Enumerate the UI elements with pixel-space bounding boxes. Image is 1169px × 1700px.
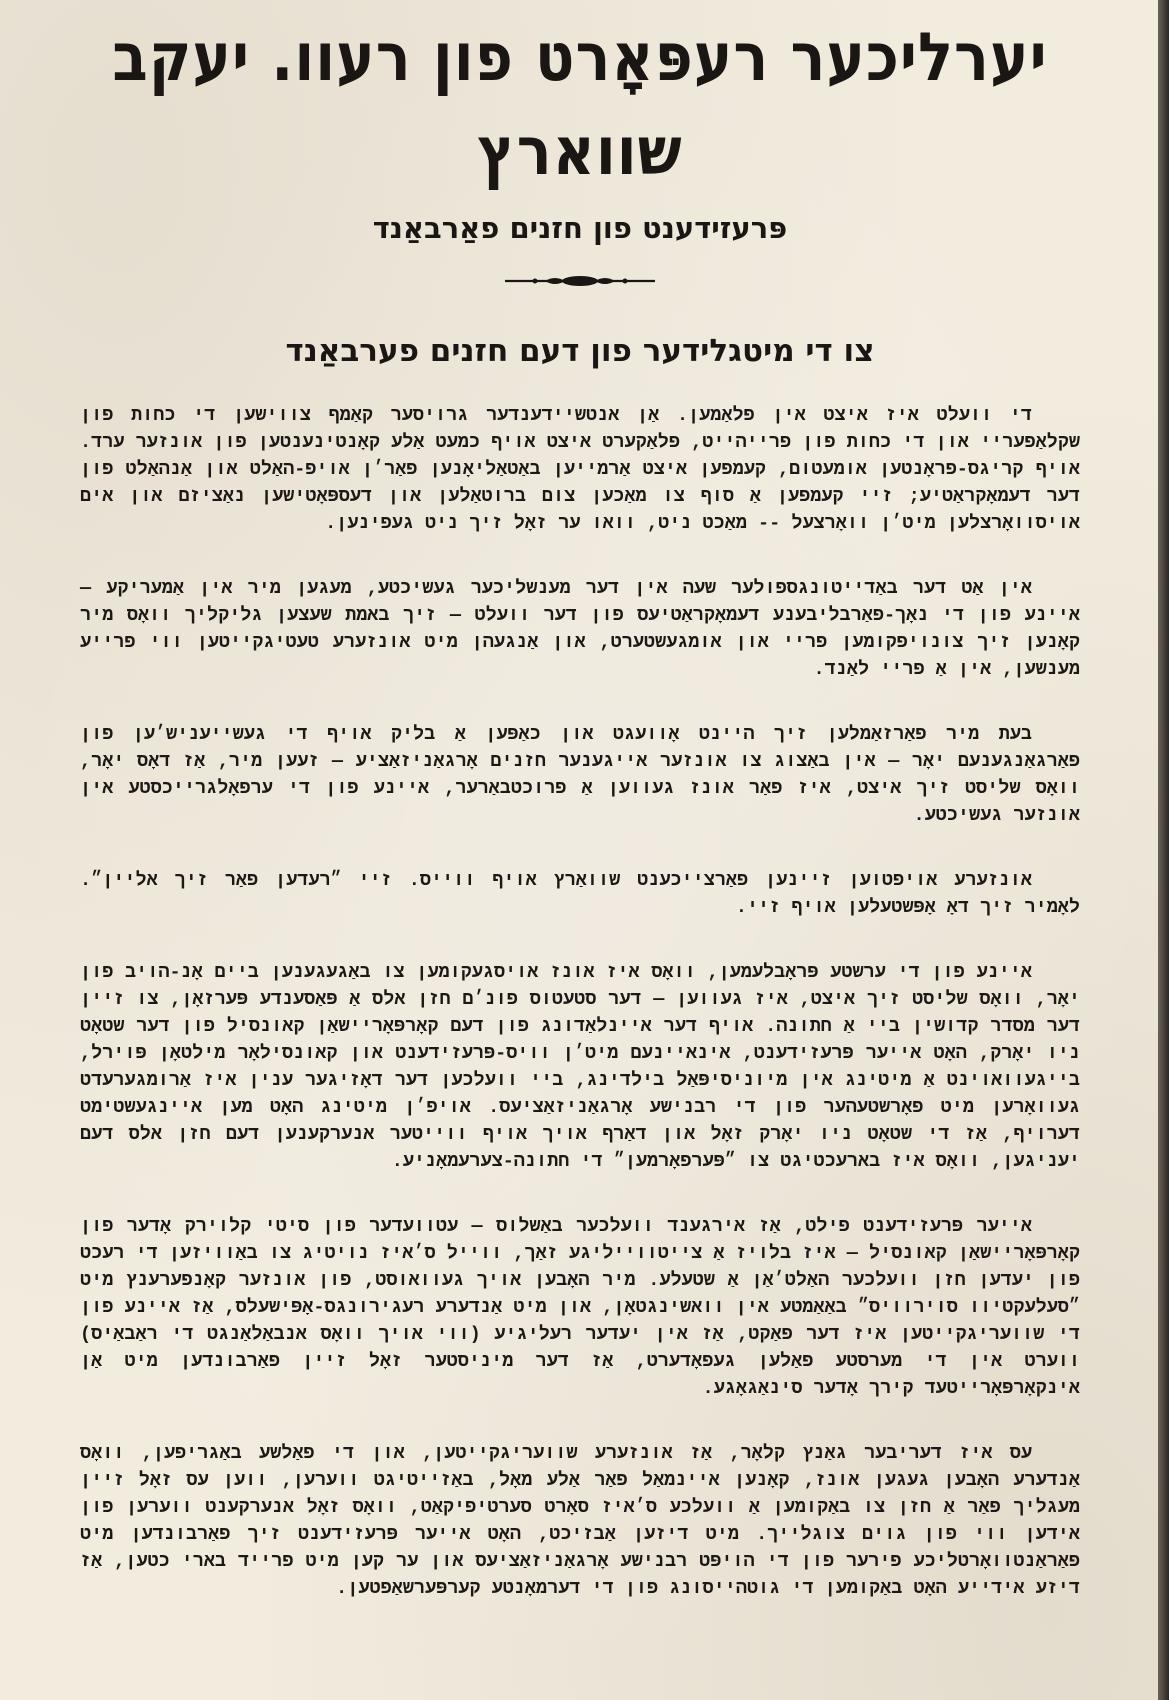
paragraph: די וועלט איז איצט אין פלאַמען. אַן אנטשיידענדער גרויסער קאַמף צווישען די כחות פון שקלאַפעריי און די כחות פון פרייהייט, פלאַקערט איצט אויף כמעט אַלע קאָנטינענטען פון אונזער ערד. אויף קריגס-פראָנטען אומעטום, קעמפען איצט אַרמייען באַטאַליאָנען פאַר׳ן אויפ-האַלט און אַנהאַלט פון דער דעמאָקראַטיע; זיי קעמפען אַ סוף צו מאַכען צום ברוטאַלען און דעספּאָטישען נאַציזם און אים אויסוואָרצלען מיט׳ן וואָרצעל -- מאַכט ניט, וואו ער זאָל זיך ניט געפינען.	[80, 405, 1080, 534]
paragraph: אונזערע אויפטוען זיינען פאַרצייכענט שוואַרץ אויף ווייס. זיי ״רעדען פאַר זיך אליין״. לאָמיר זיך דאָ אָפּשטעלען אויף זיי.	[80, 870, 1080, 918]
ornamental-divider	[505, 272, 655, 290]
paragraph: בעת מיר פאַרזאַמלען זיך היינט אָוועגט און כאַפּען אַ בליק אויף די געשייעניש׳ען פון פאַרגאַנגענעם יאָר — אין באַצוג צו אונזער אייגענער חזנים אָרגאַניזאַציע — זעען מיר, אַז דאָס יאָר, וואָס שליסט זיך איצט, איז פאַר אונז געווען אַ פרוכטבאַרער, איינע פון די ערפאָלגרייכסטע אין אונזער געשיכטע.	[80, 724, 1080, 826]
report-body	[80, 402, 1080, 1602]
paragraph: עס איז דעריבער גאַנץ קלאָר, אַז אונזערע שוועריגקייטען, און די פאַלשע באַגריפען, וואָס אַנדערע האָבען געגען אונז, קאָנען איינמאַל פאַר אַלע מאָל, באַזייטיגט ווערען, ווען עס זאָל זיין מעגליך פאַר אַ חזן צו באַקומען אַ וועלכע ס׳איז סאָרט סערטיפיקאַט, וואָס זאָל אנערקענט ווערען פון אידען ווי פון גוים צוגלייך. מיט דיזען אַבזיכט, האָט אייער פּרעזידענט זיך פאַרבונדען מיט פאַראַנטוואָרטליכע פירער פון די הויפּט רבנישע אָרגאַניזאַציעס און ער קען מיט פרייד בארי כטען, אַז דיזע אידייע האָט באַקומען די גוטהייסונג פון די דערמאָנטע קערפּערשאַפטען.	[80, 1443, 1080, 1599]
page-edge-shadow	[1158, 0, 1169, 1700]
paragraph: אין אַט דער באַדייטונגספולער שעה אין דער מענשליכער געשיכטע, מעגען מיר אין אַמעריקע — איינע פון די נאָך-פאַרבליבענע דעמאָקראַטיעס פון דער וועלט — זיך באמת שעצען גליקליך וואָס מיר קאָנען זיך צונויפקומען פריי און אומגעשטערט, און אַנגעהן מיט אונזערע טעטיגקייטען ווי פרייע מענשען, אין אַ פריי לאַנד.	[80, 578, 1080, 680]
document-content	[80, 17, 1080, 1640]
paragraph: אייער פּרעזידענט פילט, אַז אירגענד וועלכער באַשלוס — עטוועדער פון סיטי קלוירק אָדער פון קאָרפּאָריישאַן קאונסיל — איז בלויז אַ צייטווייליגע זאַך, ווייל ס׳איז נויטיג צו באַוויזען די רעכט פון יעדען חזן וועלכער האַלט׳אַן אַ שטעלע. מיר האָבען אויך געוואוסט, פון אונזער קאָנפערענץ מיט ״סעלעקטיוו סוירוויס״ באַאַמטע אין וואשינגטאָן, און מיט אַנדערע רעגירונגס-אָפּישעלס, אַז איינע פון די שוועריגקייטען איז דער פאַקט, אַז אין יעדער רעליגיע (ווי אויך וואָס אנבאַלאַנגט די ראַבאַיס) ווערט אין די מערסטע פאַלען געפאָדערט, אַז דער מיניסטער זאָל זיין פאַרבונדען מיט אַן אינקאָרפּאָרייטעד קירך אָדער סינאַגאָגע.	[80, 1216, 1080, 1399]
report-subtitle: פּרעזידענט פון חזנים פאַרבאַנד	[372, 211, 788, 245]
paragraph: איינע פון די ערשטע פּראָבלעמען, וואָס איז אונז אויסגעקומען צו באַגעגענען ביים אָנ-הויב פון יאָר, וואָס שליסט זיך איצט, איז געווען — דער סטעטוס פונ׳ם חזן אלס אַ פּאַסענדע פּערזאָן, צו זיין דער מסדר קדושין ביי אַ חתונה. אויף דער איינלאַדונג פון דעם קאָרפּאָריישאַן קאונסיל פון דער שטאָט ניו יאָרק, האָט אייער פּרעזידענט, אינאיינעם מיט׳ן וויס-פּרעזידענט און קאונסילאָר מילטאָן פּוירל, בייגעוואוינט אַ מיטינג אין מיוניסיפּאַל בילדינג, ביי וועלכען דער דאָזיגער ענין איז אַרומגערעדט געוואָרען מיט פאָרשטעהער פון די רבנישע אָרגאַניזאַציעס. אויפ׳ן מיטינג האָט מען איינגעשטימט דערויף, אַז די שטאָט ניו יאָרק זאָל און דאַרף אויך אויף ווייטער אנערקענען דעם חזן אלס דעם יעניגען, וואָס איז בארעכטיגט צו ״פּערפאָרמען״ די חתונה-צערעמאָניע.	[80, 962, 1080, 1172]
report-title: יערליכער רעפּאָרט פון רעוו. יעקב שווארץ	[112, 17, 1048, 191]
section-heading: צו די מיטגלידער פון דעם חזנים פערבאַנד	[285, 333, 875, 369]
